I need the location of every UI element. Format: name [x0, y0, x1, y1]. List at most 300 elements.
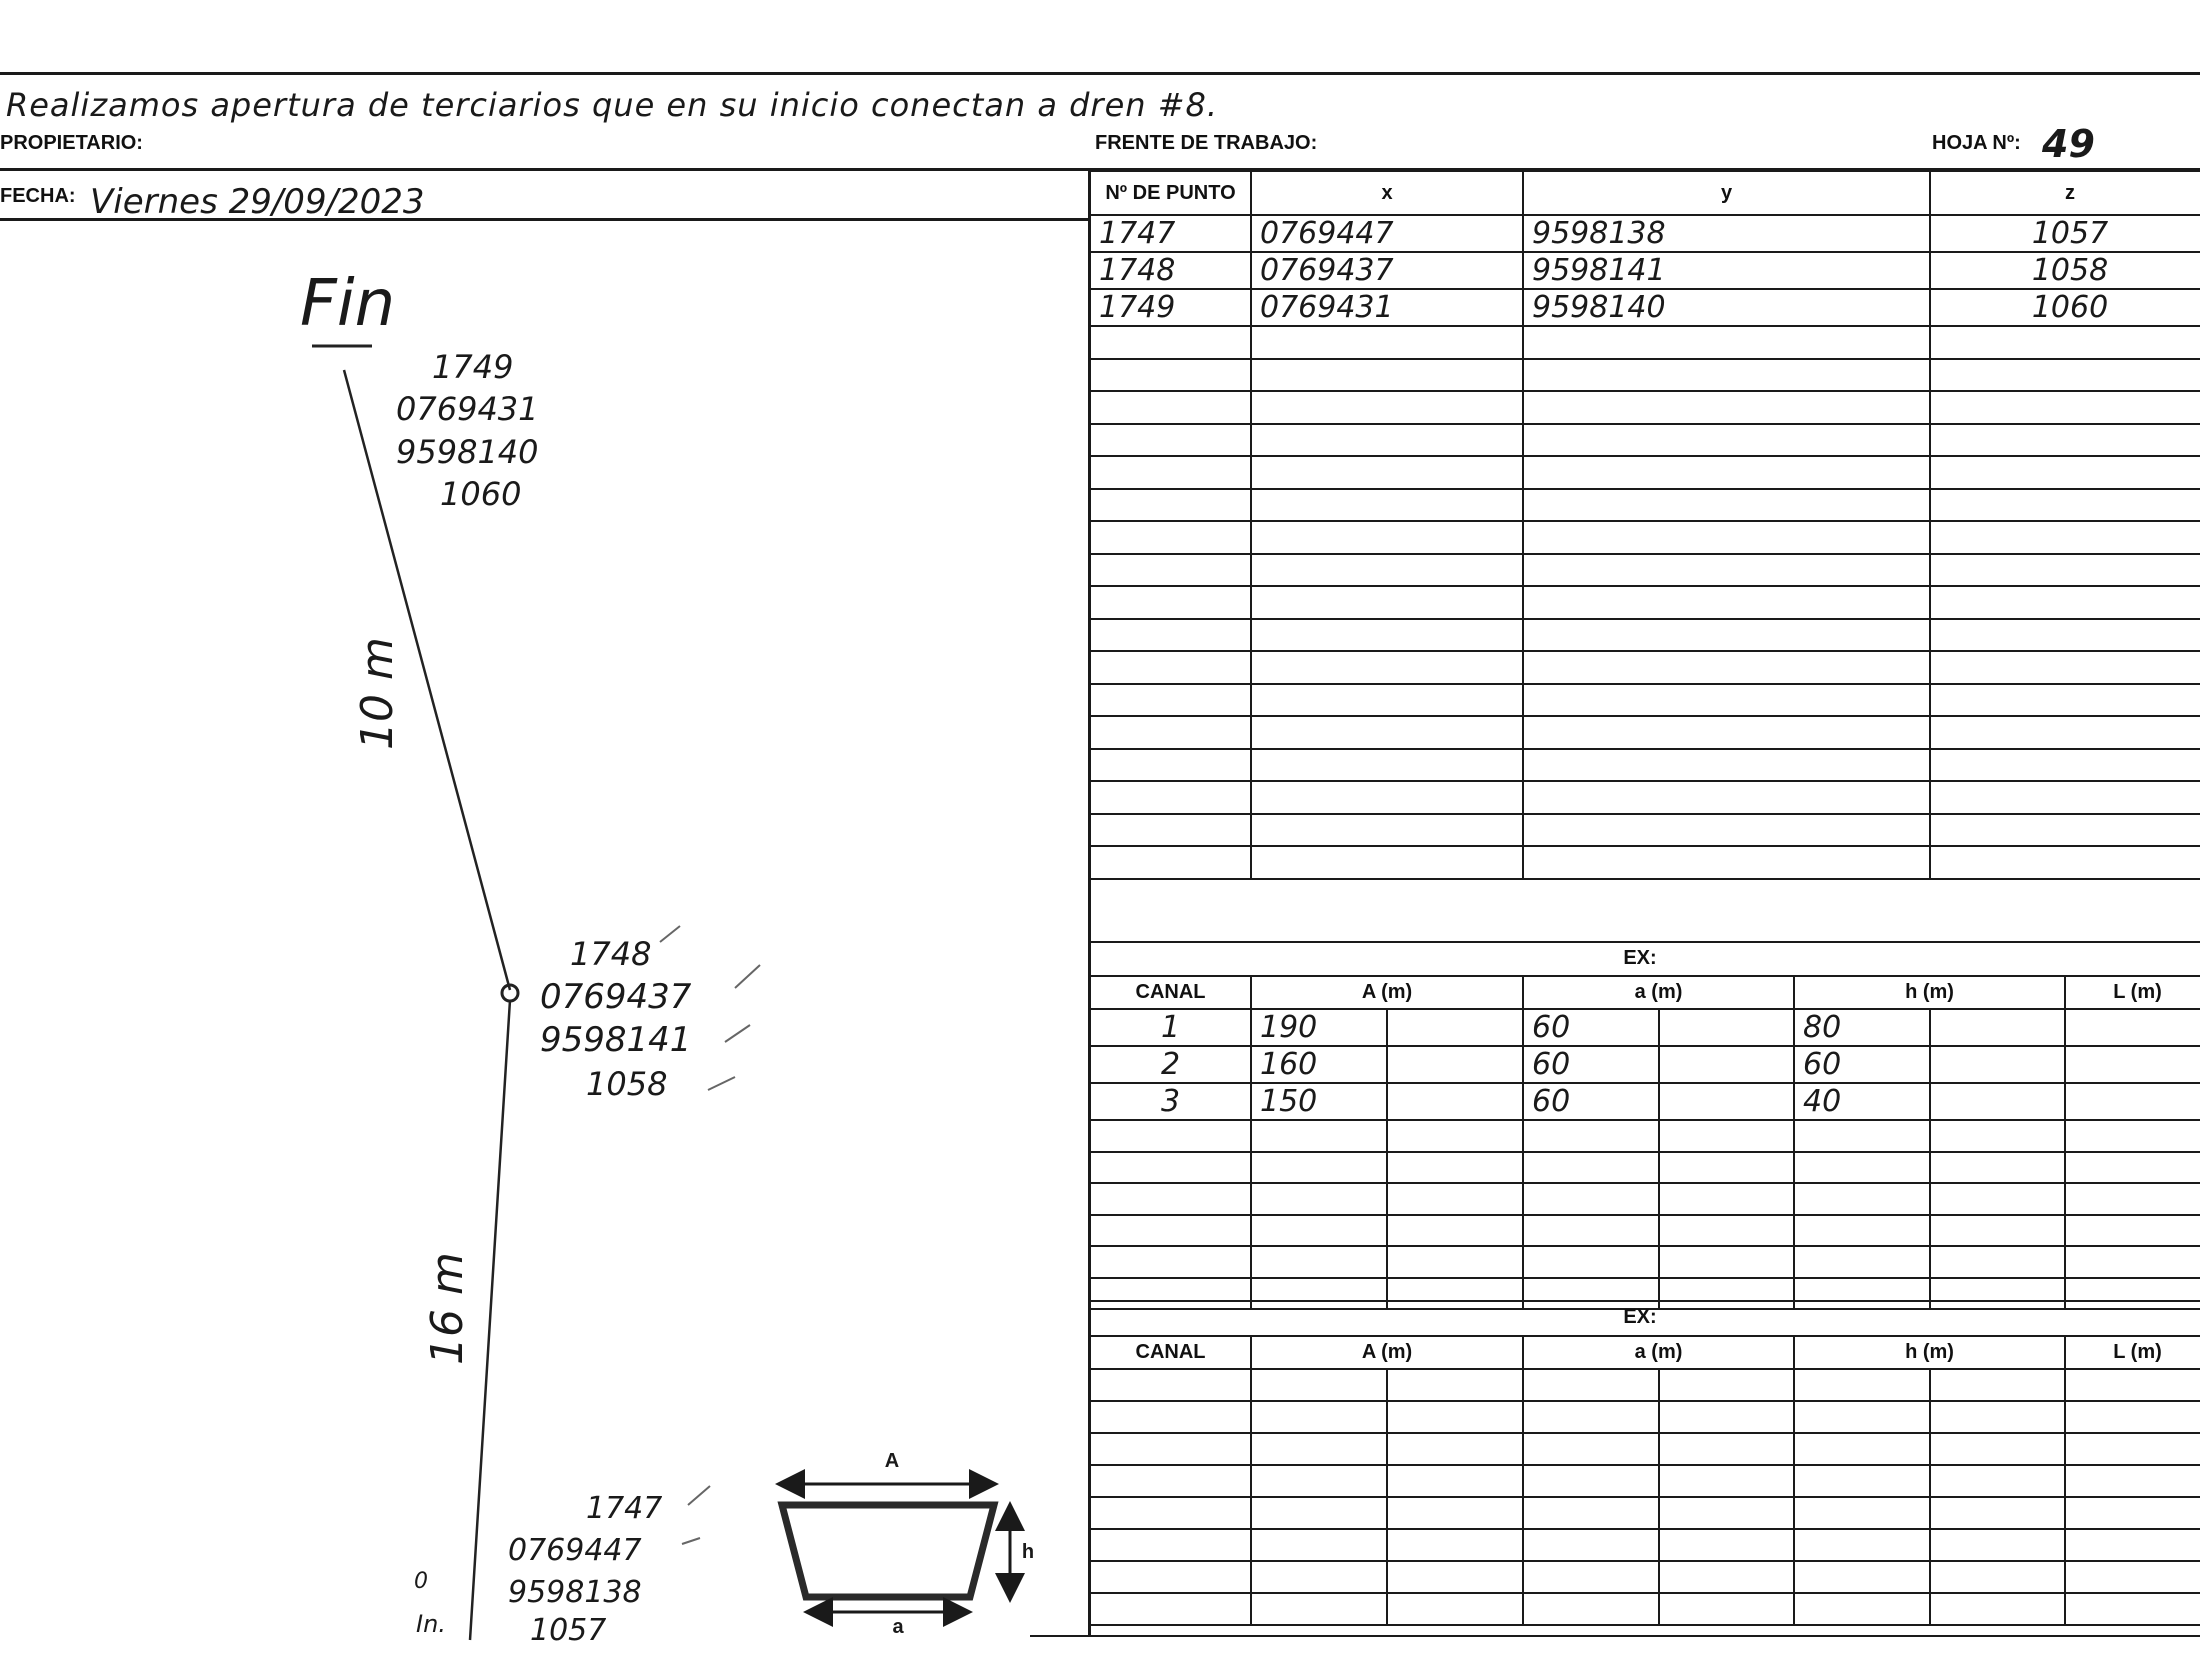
table-row — [1090, 814, 2200, 847]
channel-diagram — [770, 1440, 1040, 1640]
table-cell — [1090, 781, 1251, 814]
table-cell — [1090, 1215, 1251, 1247]
table-cell — [1251, 1183, 1387, 1215]
table-cell — [1523, 1120, 1659, 1152]
table-cell — [1930, 359, 2200, 392]
table-cell: 150 — [1251, 1083, 1387, 1120]
table-row — [1090, 1083, 2200, 1120]
canal-table-1 — [1089, 975, 2200, 1310]
table-cell — [1251, 749, 1523, 782]
table-cell — [1794, 1401, 1930, 1433]
table-cell — [1523, 489, 1930, 522]
table-cell: 1749 — [1090, 289, 1251, 326]
table-cell — [1523, 1401, 1659, 1433]
table-cell — [1251, 554, 1523, 587]
table-cell — [1090, 1465, 1251, 1497]
table-cell — [1930, 1246, 2065, 1278]
table-row — [1090, 1593, 2200, 1625]
table-cell — [1251, 1561, 1387, 1593]
column-divider — [1088, 170, 1091, 1635]
table-row — [1090, 749, 2200, 782]
col-header-z: z — [1930, 171, 2200, 215]
table-cell — [2065, 1083, 2200, 1120]
table-cell — [1659, 1083, 1794, 1120]
table-cell — [1090, 846, 1251, 879]
table-cell — [1930, 1215, 2065, 1247]
table-cell — [1251, 586, 1523, 619]
table-cell — [1930, 489, 2200, 522]
fin-label: Fin — [300, 267, 396, 341]
table-cell — [1251, 1120, 1387, 1152]
table-cell — [1387, 1529, 1523, 1561]
table-cell — [1794, 1561, 1930, 1593]
table-cell — [1251, 1401, 1387, 1433]
table-cell — [1523, 1497, 1659, 1529]
table-cell — [1794, 1215, 1930, 1247]
table-cell — [1523, 619, 1930, 652]
col-header-x: x — [1251, 171, 1523, 215]
table-cell: 9598141 — [1523, 252, 1930, 289]
table-cell — [1090, 586, 1251, 619]
table-cell — [1090, 359, 1251, 392]
table-cell — [2065, 1433, 2200, 1465]
table-cell — [1251, 1369, 1387, 1401]
table-cell — [1930, 781, 2200, 814]
ex2-top-rule — [1089, 1300, 2200, 1302]
table-cell — [1090, 456, 1251, 489]
table-cell — [1794, 1152, 1930, 1184]
table-cell — [1090, 554, 1251, 587]
table-cell — [1930, 1120, 2065, 1152]
table-cell — [1523, 554, 1930, 587]
table-row — [1090, 1561, 2200, 1593]
table-cell — [2065, 1183, 2200, 1215]
table-cell — [2065, 1561, 2200, 1593]
ex1-label: EX: — [1623, 947, 1657, 969]
table-cell — [1090, 391, 1251, 424]
table-cell — [1387, 1465, 1523, 1497]
table-cell — [1387, 1083, 1523, 1120]
table-cell — [1523, 1561, 1659, 1593]
ex2-label: EX: — [1623, 1306, 1657, 1328]
table-cell — [1659, 1046, 1794, 1083]
table-cell — [1251, 391, 1523, 424]
table-cell: 190 — [1251, 1009, 1387, 1046]
pt1748-x: 0769437 — [540, 977, 692, 1017]
table-cell — [1387, 1183, 1523, 1215]
table-cell — [1930, 1561, 2065, 1593]
table-cell — [1523, 1183, 1659, 1215]
table-row — [1090, 651, 2200, 684]
table-cell — [1090, 684, 1251, 717]
table-cell — [1523, 749, 1930, 782]
table-cell — [1090, 1433, 1251, 1465]
table-cell — [1523, 1465, 1659, 1497]
canal1-header-A: A (m) — [1251, 976, 1523, 1009]
table-cell — [1090, 651, 1251, 684]
table-row — [1090, 781, 2200, 814]
table-cell — [1090, 1401, 1251, 1433]
canal1-header-L: L (m) — [2065, 976, 2200, 1009]
table-cell — [1090, 521, 1251, 554]
trapezoid-shape — [782, 1505, 994, 1597]
segment-lower-label: 16 m — [422, 1252, 473, 1365]
table-cell: 60 — [1523, 1009, 1659, 1046]
table-cell — [1794, 1433, 1930, 1465]
table-cell — [1090, 326, 1251, 359]
table-row — [1090, 1529, 2200, 1561]
table-cell: 1057 — [1930, 215, 2200, 252]
ex1-top-rule — [1089, 941, 2200, 943]
table-row — [1090, 326, 2200, 359]
table-cell — [1523, 716, 1930, 749]
table-cell — [1930, 586, 2200, 619]
table-cell — [1251, 359, 1523, 392]
table-cell — [1794, 1246, 1930, 1278]
table-cell — [1794, 1278, 1930, 1310]
canal1-header-h: h (m) — [1794, 976, 2065, 1009]
table-cell — [1387, 1401, 1523, 1433]
table-cell — [1930, 1465, 2065, 1497]
table-cell — [1930, 619, 2200, 652]
table-cell — [1387, 1152, 1523, 1184]
table-cell — [1251, 456, 1523, 489]
canal2-header-h: h (m) — [1794, 1336, 2065, 1369]
table-row — [1090, 1046, 2200, 1083]
table-cell — [1387, 1046, 1523, 1083]
field-sketch — [0, 220, 1080, 1650]
col-header-y: y — [1523, 171, 1930, 215]
table-cell — [2065, 1278, 2200, 1310]
table-row — [1090, 619, 2200, 652]
start-mark: 0 — [414, 1569, 428, 1594]
top-rule — [0, 72, 2200, 75]
table-row — [1090, 586, 2200, 619]
pt1749-y: 9598140 — [396, 433, 539, 471]
table-cell — [2065, 1497, 2200, 1529]
table-row — [1090, 359, 2200, 392]
table-row — [1090, 846, 2200, 879]
table-cell: 60 — [1523, 1083, 1659, 1120]
table-cell — [1930, 554, 2200, 587]
table-cell — [1523, 326, 1930, 359]
table-row — [1090, 1401, 2200, 1433]
table-cell: 60 — [1794, 1046, 1930, 1083]
table-cell: 1058 — [1930, 252, 2200, 289]
pt1747-checkmarks — [682, 1486, 710, 1544]
table-cell — [1090, 1183, 1251, 1215]
table-cell — [2065, 1152, 2200, 1184]
table-cell — [1794, 1529, 1930, 1561]
col-header-punto: Nº DE PUNTO — [1090, 171, 1251, 215]
table-cell — [1523, 424, 1930, 457]
table-row — [1090, 1246, 2200, 1278]
table-cell — [1523, 1246, 1659, 1278]
table-cell — [1659, 1120, 1794, 1152]
table-cell — [1090, 1561, 1251, 1593]
table-cell — [1930, 1278, 2065, 1310]
table-cell — [1930, 1369, 2065, 1401]
table-row — [1090, 252, 2200, 289]
table-cell — [1251, 1529, 1387, 1561]
table-cell — [2065, 1009, 2200, 1046]
table-cell — [1930, 1433, 2065, 1465]
segment-lower-line — [470, 1000, 510, 1640]
table-row — [1090, 1433, 2200, 1465]
table-cell: 0769437 — [1251, 252, 1523, 289]
points-table — [1089, 170, 2200, 880]
table-cell — [1090, 1278, 1251, 1310]
table-cell — [1251, 1433, 1387, 1465]
table-cell — [1251, 814, 1523, 847]
canal2-header-row — [1090, 1336, 2200, 1369]
table-cell — [1659, 1183, 1794, 1215]
table-cell: 1748 — [1090, 252, 1251, 289]
points-header-row — [1090, 171, 2200, 215]
table-row — [1090, 1497, 2200, 1529]
table-row — [1090, 424, 2200, 457]
table-cell — [1930, 326, 2200, 359]
table-cell — [2065, 1046, 2200, 1083]
table-cell — [1794, 1369, 1930, 1401]
table-row — [1090, 1009, 2200, 1046]
table-cell — [1523, 781, 1930, 814]
table-cell — [1930, 1009, 2065, 1046]
table-cell — [1523, 456, 1930, 489]
table-cell — [1090, 1497, 1251, 1529]
canal-table-2 — [1089, 1335, 2200, 1626]
table-cell — [1523, 1593, 1659, 1625]
table-cell — [1930, 814, 2200, 847]
canal1-header-canal: CANAL — [1090, 976, 1251, 1009]
table-cell — [1251, 684, 1523, 717]
table-cell: 0769447 — [1251, 215, 1523, 252]
table-cell — [1387, 1215, 1523, 1247]
table-cell — [1523, 1369, 1659, 1401]
table-cell — [1930, 1529, 2065, 1561]
table-cell — [1387, 1593, 1523, 1625]
label-a: a — [892, 1616, 904, 1638]
canal2-header-a: a (m) — [1523, 1336, 1794, 1369]
table-cell: 0769431 — [1251, 289, 1523, 326]
table-cell — [1090, 1369, 1251, 1401]
pt1748-z: 1058 — [586, 1065, 668, 1103]
table-cell — [1523, 684, 1930, 717]
table-cell — [1251, 846, 1523, 879]
table-row — [1090, 1465, 2200, 1497]
table-cell — [1930, 716, 2200, 749]
table-cell — [1251, 716, 1523, 749]
table-cell — [1387, 1561, 1523, 1593]
table-row — [1090, 391, 2200, 424]
pt1749-id: 1749 — [432, 348, 514, 386]
table-cell — [2065, 1215, 2200, 1247]
table-cell — [1930, 1046, 2065, 1083]
table-cell — [1523, 1278, 1659, 1310]
table-cell — [1930, 749, 2200, 782]
table-cell — [1930, 1401, 2065, 1433]
table-cell — [1523, 651, 1930, 684]
table-cell — [1659, 1215, 1794, 1247]
label-A: A — [884, 1450, 900, 1472]
table-cell — [1090, 716, 1251, 749]
table-cell — [1251, 521, 1523, 554]
hoja-label: HOJA Nº: — [1932, 132, 2021, 154]
table-cell: 2 — [1090, 1046, 1251, 1083]
table-cell — [1659, 1433, 1794, 1465]
table-cell — [1930, 846, 2200, 879]
table-cell — [1090, 1246, 1251, 1278]
table-cell — [1523, 359, 1930, 392]
table-cell — [1251, 1278, 1387, 1310]
table-cell — [1387, 1433, 1523, 1465]
table-cell — [1930, 456, 2200, 489]
table-cell — [2065, 1529, 2200, 1561]
fecha-value: Viernes 29/09/2023 — [90, 182, 425, 222]
table-cell — [1523, 814, 1930, 847]
canal1-header-row — [1090, 976, 2200, 1009]
canal2-header-L: L (m) — [2065, 1336, 2200, 1369]
table-cell — [1251, 781, 1523, 814]
table-cell — [1387, 1497, 1523, 1529]
frente-label: FRENTE DE TRABAJO: — [1095, 132, 1318, 154]
table-cell — [1930, 1152, 2065, 1184]
table-cell — [1794, 1120, 1930, 1152]
table-cell: 9598140 — [1523, 289, 1930, 326]
table-row — [1090, 215, 2200, 252]
table-cell: 60 — [1523, 1046, 1659, 1083]
pt1748-id: 1748 — [570, 935, 652, 973]
table-cell — [2065, 1401, 2200, 1433]
table-cell — [1251, 489, 1523, 522]
table-cell — [1251, 1593, 1387, 1625]
table-cell: 1060 — [1930, 289, 2200, 326]
table-row — [1090, 489, 2200, 522]
segment-upper-label: 10 m — [352, 637, 403, 750]
table-cell — [1794, 1465, 1930, 1497]
table-cell — [1251, 424, 1523, 457]
table-cell — [1090, 814, 1251, 847]
table-cell — [1523, 1215, 1659, 1247]
table-cell — [1659, 1152, 1794, 1184]
table-cell — [1523, 521, 1930, 554]
table-row — [1090, 521, 2200, 554]
pt1749-z: 1060 — [440, 475, 522, 513]
pt1748-y: 9598141 — [540, 1020, 692, 1060]
table-row — [1090, 289, 2200, 326]
pt1747-y: 9598138 — [508, 1575, 642, 1610]
table-cell: 9598138 — [1523, 215, 1930, 252]
table-cell — [1090, 619, 1251, 652]
table-cell — [1794, 1593, 1930, 1625]
table-cell — [1659, 1246, 1794, 1278]
header-note: Realizamos apertura de terciarios que en su inicio conectan a dren #8. — [6, 86, 1219, 124]
table-cell — [1090, 1529, 1251, 1561]
table-row — [1090, 554, 2200, 587]
table-row — [1090, 1369, 2200, 1401]
table-cell — [1251, 1152, 1387, 1184]
table-cell — [1387, 1278, 1523, 1310]
table-cell — [1659, 1561, 1794, 1593]
pt1749-x: 0769431 — [396, 390, 539, 428]
table-cell — [1251, 619, 1523, 652]
table-cell: 40 — [1794, 1083, 1930, 1120]
pt1747-z: 1057 — [530, 1613, 607, 1648]
pt1747-x: 0769447 — [508, 1533, 642, 1568]
table-cell — [2065, 1369, 2200, 1401]
table-cell — [1930, 424, 2200, 457]
table-cell — [1090, 749, 1251, 782]
propietario-label: PROPIETARIO: — [0, 132, 143, 154]
table-cell — [1251, 326, 1523, 359]
table-cell — [1930, 391, 2200, 424]
table-cell — [1930, 651, 2200, 684]
table-cell — [1251, 1215, 1387, 1247]
pt1747-id: 1747 — [586, 1491, 663, 1526]
table-cell — [1930, 1593, 2065, 1625]
table-cell — [1387, 1120, 1523, 1152]
table-cell — [1659, 1278, 1794, 1310]
table-cell — [1523, 391, 1930, 424]
table-cell — [1387, 1246, 1523, 1278]
table-cell: 1 — [1090, 1009, 1251, 1046]
table-cell: 160 — [1251, 1046, 1387, 1083]
table-cell — [1930, 1083, 2065, 1120]
table-cell — [1251, 651, 1523, 684]
table-cell — [1523, 1152, 1659, 1184]
table-cell — [1930, 684, 2200, 717]
table-row — [1090, 1278, 2200, 1310]
table-cell — [1930, 1497, 2065, 1529]
table-cell — [1659, 1529, 1794, 1561]
table-row — [1090, 1120, 2200, 1152]
table-cell — [1659, 1593, 1794, 1625]
table-row — [1090, 1183, 2200, 1215]
table-row — [1090, 456, 2200, 489]
table-cell — [1659, 1009, 1794, 1046]
canal2-header-A: A (m) — [1251, 1336, 1523, 1369]
table-cell — [1090, 489, 1251, 522]
table-row — [1090, 684, 2200, 717]
table-cell — [1659, 1497, 1794, 1529]
table-cell — [1523, 846, 1930, 879]
table-row — [1090, 716, 2200, 749]
table-cell — [1387, 1369, 1523, 1401]
table-cell — [1930, 521, 2200, 554]
fecha-label: FECHA: — [0, 185, 76, 207]
table-cell — [1090, 1120, 1251, 1152]
table-cell — [1659, 1401, 1794, 1433]
start-label: In. — [416, 1610, 446, 1638]
hoja-value: 49 — [2042, 122, 2095, 166]
canal2-header-canal: CANAL — [1090, 1336, 1251, 1369]
table-cell — [1090, 1152, 1251, 1184]
table-cell: 3 — [1090, 1083, 1251, 1120]
table-cell — [2065, 1246, 2200, 1278]
table-cell — [1794, 1183, 1930, 1215]
table-cell — [1659, 1465, 1794, 1497]
label-h: h — [1021, 1541, 1035, 1563]
table-cell — [1090, 424, 1251, 457]
table-cell — [1523, 586, 1930, 619]
table-cell — [2065, 1593, 2200, 1625]
table-cell — [1930, 1183, 2065, 1215]
table-cell — [1523, 1529, 1659, 1561]
table-row — [1090, 1215, 2200, 1247]
table-cell: 1747 — [1090, 215, 1251, 252]
table-cell — [1659, 1369, 1794, 1401]
table-cell — [1251, 1465, 1387, 1497]
